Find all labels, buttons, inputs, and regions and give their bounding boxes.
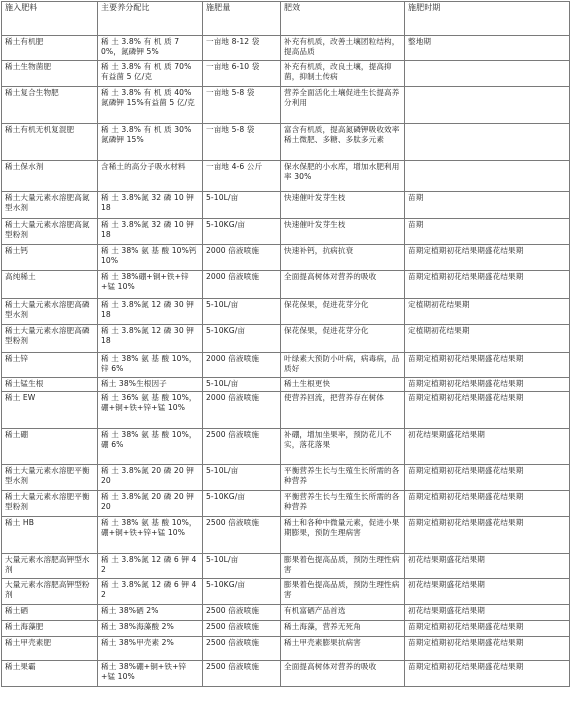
effect-cell: 补硼，增加坐果率，预防花儿不实，落花落果 xyxy=(281,429,405,465)
fertilizer-name-cell: 稀土有机肥 xyxy=(2,36,98,61)
dosage-cell: 一亩地 6-10 袋 xyxy=(203,61,281,87)
application-period-cell: 苗期定植期初花结果期盛花结果期 xyxy=(405,353,570,378)
application-period-cell: 苗期定植期初花结果期盛花结果期 xyxy=(405,378,570,392)
nutrient-ratio-cell: 稀 土 3.8% 有 机 质 70%，氮磷钾 5% xyxy=(98,36,203,61)
table-row xyxy=(2,271,570,299)
table-row xyxy=(2,219,570,245)
header-dosage: 施肥量 xyxy=(203,2,281,36)
application-period-cell: 苗期 xyxy=(405,219,570,245)
header-effect: 肥效 xyxy=(281,2,405,36)
table-row xyxy=(2,621,570,637)
dosage-cell: 2500 倍液喷施 xyxy=(203,661,281,687)
dosage-cell: 2000 倍液喷施 xyxy=(203,245,281,271)
nutrient-ratio-cell: 稀 土 3.8% 有 机 质 70%有益菌 5 亿/克 xyxy=(98,61,203,87)
fertilizer-table xyxy=(1,1,570,687)
nutrient-ratio-cell: 稀 土 3.8% 有 机 质 40%氮磷钾 15%有益菌 5 亿/克 xyxy=(98,87,203,124)
application-period-cell: 苗期定植期初花结果期盛花结果期 xyxy=(405,465,570,491)
fertilizer-name-cell: 稀土大量元素水溶肥高氮型粉剂 xyxy=(2,219,98,245)
table-row xyxy=(2,605,570,621)
fertilizer-name-cell: 稀土锌 xyxy=(2,353,98,378)
application-period-cell: 苗期定植期初花结果期盛花结果期 xyxy=(405,245,570,271)
dosage-cell: 2000 倍液喷施 xyxy=(203,392,281,429)
header-nutrient-ratio: 主要养分配比 xyxy=(98,2,203,36)
fertilizer-name-cell: 稀土生物菌肥 xyxy=(2,61,98,87)
table-row xyxy=(2,87,570,124)
application-period-cell xyxy=(405,61,570,87)
table-row xyxy=(2,61,570,87)
header-period: 施肥时期 xyxy=(405,2,570,36)
nutrient-ratio-cell: 稀 土 3.8%氮 12 磷 6 钾 42 xyxy=(98,554,203,579)
dosage-cell: 5-10L/亩 xyxy=(203,192,281,219)
fertilizer-name-cell: 稀土复合生物肥 xyxy=(2,87,98,124)
application-period-cell: 苗期定植期初花结果期盛花结果期 xyxy=(405,517,570,554)
effect-cell: 膨果着色提高品质，预防生理性病害 xyxy=(281,579,405,605)
table-row xyxy=(2,517,570,554)
nutrient-ratio-cell: 稀 土 3.8%氮 20 磷 20 钾 20 xyxy=(98,491,203,517)
dosage-cell: 5-10L/亩 xyxy=(203,378,281,392)
table-row xyxy=(2,429,570,465)
dosage-cell: 一亩地 5-8 袋 xyxy=(203,87,281,124)
table-row xyxy=(2,192,570,219)
fertilizer-name-cell: 高纯稀土 xyxy=(2,271,98,299)
nutrient-ratio-cell: 稀土 38%硒 2% xyxy=(98,605,203,621)
fertilizer-name-cell: 稀土有机无机复混肥 xyxy=(2,124,98,161)
dosage-cell: 5-10KG/亩 xyxy=(203,325,281,353)
application-period-cell: 苗期定植期初花结果期盛花结果期 xyxy=(405,621,570,637)
fertilizer-name-cell: 大量元素水溶肥高钾型粉剂 xyxy=(2,579,98,605)
effect-cell: 膨果着色提高品质，预防生理性病害 xyxy=(281,554,405,579)
nutrient-ratio-cell: 稀 土 38% 氨 基 酸 10%，锌 6% xyxy=(98,353,203,378)
application-period-cell: 苗期定植期初花结果期盛花结果期 xyxy=(405,637,570,661)
effect-cell: 快速催叶发芽生枝 xyxy=(281,192,405,219)
nutrient-ratio-cell: 稀 土 3.8%氮 20 磷 20 钾 20 xyxy=(98,465,203,491)
effect-cell: 全面提高树体对营养的吸收 xyxy=(281,271,405,299)
nutrient-ratio-cell: 稀 土 3.8%氮 32 磷 10 钾 18 xyxy=(98,192,203,219)
header-fertilizer: 施入肥料 xyxy=(2,2,98,36)
nutrient-ratio-cell: 稀 土 3.8% 有 机 质 30%氮磷钾 15% xyxy=(98,124,203,161)
application-period-cell: 定植期初花结果期 xyxy=(405,299,570,325)
fertilizer-name-cell: 稀土果霸 xyxy=(2,661,98,687)
fertilizer-name-cell: 稀土大量元素水溶肥平衡型水剂 xyxy=(2,465,98,491)
fertilizer-name-cell: 稀土大量元素水溶肥平衡型粉剂 xyxy=(2,491,98,517)
fertilizer-name-cell: 稀土甲壳素肥 xyxy=(2,637,98,661)
effect-cell: 使营养回流，把营养存在树体 xyxy=(281,392,405,429)
dosage-cell: 5-10KG/亩 xyxy=(203,579,281,605)
nutrient-ratio-cell: 稀 土 3.8%氮 12 磷 30 钾 18 xyxy=(98,299,203,325)
nutrient-ratio-cell: 含稀土的高分子吸水材料 xyxy=(98,161,203,192)
nutrient-ratio-cell: 稀土 38%甲壳素 2% xyxy=(98,637,203,661)
application-period-cell xyxy=(405,124,570,161)
effect-cell: 稀土甲壳素膨果抗病害 xyxy=(281,637,405,661)
application-period-cell xyxy=(405,87,570,124)
fertilizer-name-cell: 稀土硼 xyxy=(2,429,98,465)
application-period-cell: 定植期初花结果期 xyxy=(405,325,570,353)
table-row xyxy=(2,124,570,161)
table-row xyxy=(2,392,570,429)
nutrient-ratio-cell: 稀土 38%硼+铜+铁+锌+锰 10% xyxy=(98,661,203,687)
application-period-cell: 初花结果期盛花结果期 xyxy=(405,605,570,621)
table-row xyxy=(2,378,570,392)
nutrient-ratio-cell: 稀 土 38%硼+铜+铁+锌+锰 10% xyxy=(98,271,203,299)
nutrient-ratio-cell: 稀 土 38% 氨 基 酸 10%钙 10% xyxy=(98,245,203,271)
effect-cell: 快速补钙，抗病抗衰 xyxy=(281,245,405,271)
fertilizer-name-cell: 稀土 HB xyxy=(2,517,98,554)
effect-cell: 保花保果，促进花芽分化 xyxy=(281,299,405,325)
table-row xyxy=(2,661,570,687)
application-period-cell: 苗期定植期初花结果期盛花结果期 xyxy=(405,271,570,299)
fertilizer-name-cell: 稀土钙 xyxy=(2,245,98,271)
dosage-cell: 2500 倍液喷施 xyxy=(203,637,281,661)
table-row xyxy=(2,554,570,579)
effect-cell: 稀土海藻，营养无死角 xyxy=(281,621,405,637)
fertilizer-name-cell: 稀土大量元素水溶肥高氮型水剂 xyxy=(2,192,98,219)
table-row xyxy=(2,465,570,491)
application-period-cell: 苗期 xyxy=(405,192,570,219)
table-row xyxy=(2,245,570,271)
effect-cell: 叶绿素大预防小叶病，病毒病，品质好 xyxy=(281,353,405,378)
table-row xyxy=(2,579,570,605)
nutrient-ratio-cell: 稀土 38%海藻酸 2% xyxy=(98,621,203,637)
dosage-cell: 2000 倍液喷施 xyxy=(203,271,281,299)
effect-cell: 全面提高树体对营养的吸收 xyxy=(281,661,405,687)
nutrient-ratio-cell: 稀 土 3.8%氮 12 磷 30 钾 18 xyxy=(98,325,203,353)
table-row xyxy=(2,491,570,517)
table-row xyxy=(2,353,570,378)
fertilizer-name-cell: 稀土海藻肥 xyxy=(2,621,98,637)
fertilizer-name-cell: 稀土保水剂 xyxy=(2,161,98,192)
fertilizer-name-cell: 稀土 EW xyxy=(2,392,98,429)
dosage-cell: 一亩地 8-12 袋 xyxy=(203,36,281,61)
application-period-cell: 初花结果期盛花结果期 xyxy=(405,554,570,579)
effect-cell: 补充有机质，改善土壤团粒结构，提高品质 xyxy=(281,36,405,61)
application-period-cell: 初花结果期盛花结果期 xyxy=(405,429,570,465)
dosage-cell: 一亩地 4-6 公斤 xyxy=(203,161,281,192)
application-period-cell: 苗期定植期初花结果期盛花结果期 xyxy=(405,661,570,687)
fertilizer-name-cell: 大量元素水溶肥高钾型水剂 xyxy=(2,554,98,579)
effect-cell: 平衡营养生长与生殖生长所需的各种营养 xyxy=(281,465,405,491)
dosage-cell: 2500 倍液喷施 xyxy=(203,621,281,637)
effect-cell: 稀土生根更快 xyxy=(281,378,405,392)
dosage-cell: 5-10KG/亩 xyxy=(203,491,281,517)
application-period-cell: 整地期 xyxy=(405,36,570,61)
table-row xyxy=(2,637,570,661)
fertilizer-name-cell: 稀土硒 xyxy=(2,605,98,621)
nutrient-ratio-cell: 稀 土 36% 氨 基 酸 10%，硼+铜+铁+锌+锰 10% xyxy=(98,392,203,429)
nutrient-ratio-cell: 稀 土 38% 氨 基 酸 10%，硼 6% xyxy=(98,429,203,465)
nutrient-ratio-cell: 稀土 38%生根因子 xyxy=(98,378,203,392)
dosage-cell: 2500 倍液喷施 xyxy=(203,429,281,465)
effect-cell: 有机富硒产品首选 xyxy=(281,605,405,621)
effect-cell: 快速催叶发芽生枝 xyxy=(281,219,405,245)
fertilizer-name-cell: 稀土锰生根 xyxy=(2,378,98,392)
fertilizer-name-cell: 稀土大量元素水溶肥高磷型粉剂 xyxy=(2,325,98,353)
dosage-cell: 5-10L/亩 xyxy=(203,465,281,491)
effect-cell: 补充有机质，改良土壤，提高抑菌，抑制土传病 xyxy=(281,61,405,87)
application-period-cell: 初花结果期盛花结果期 xyxy=(405,579,570,605)
table-header-row xyxy=(2,2,570,36)
dosage-cell: 5-10L/亩 xyxy=(203,554,281,579)
dosage-cell: 2500 倍液喷施 xyxy=(203,517,281,554)
dosage-cell: 5-10KG/亩 xyxy=(203,219,281,245)
dosage-cell: 一亩地 5-8 袋 xyxy=(203,124,281,161)
table-row xyxy=(2,36,570,61)
nutrient-ratio-cell: 稀 土 38% 氨 基 酸 10%，硼+铜+铁+锌+锰 10% xyxy=(98,517,203,554)
effect-cell: 富含有机质，提高氮磷钾吸收效率 稀土微肥、多糖、多肽多元素 xyxy=(281,124,405,161)
table-row xyxy=(2,325,570,353)
table-row xyxy=(2,161,570,192)
effect-cell: 营养全面活化土壤促进生长提高养分利用 xyxy=(281,87,405,124)
nutrient-ratio-cell: 稀 土 3.8%氮 32 磷 10 钾 18 xyxy=(98,219,203,245)
application-period-cell xyxy=(405,161,570,192)
effect-cell: 平衡营养生长与生殖生长所需的各种营养 xyxy=(281,491,405,517)
fertilizer-name-cell: 稀土大量元素水溶肥高磷型水剂 xyxy=(2,299,98,325)
effect-cell: 稀土和各种中微量元素，促进小果期膨果，预防生理病害 xyxy=(281,517,405,554)
table-body xyxy=(2,36,570,687)
effect-cell: 保水保肥的小水库，增加水肥利用率 30% xyxy=(281,161,405,192)
dosage-cell: 2500 倍液喷施 xyxy=(203,605,281,621)
nutrient-ratio-cell: 稀 土 3.8%氮 12 磷 6 钾 42 xyxy=(98,579,203,605)
application-period-cell: 苗期定植期初花结果期盛花结果期 xyxy=(405,392,570,429)
effect-cell: 保花保果，促进花芽分化 xyxy=(281,325,405,353)
dosage-cell: 2000 倍液喷施 xyxy=(203,353,281,378)
table-row xyxy=(2,299,570,325)
dosage-cell: 5-10L/亩 xyxy=(203,299,281,325)
application-period-cell: 苗期定植期初花结果期盛花结果期 xyxy=(405,491,570,517)
